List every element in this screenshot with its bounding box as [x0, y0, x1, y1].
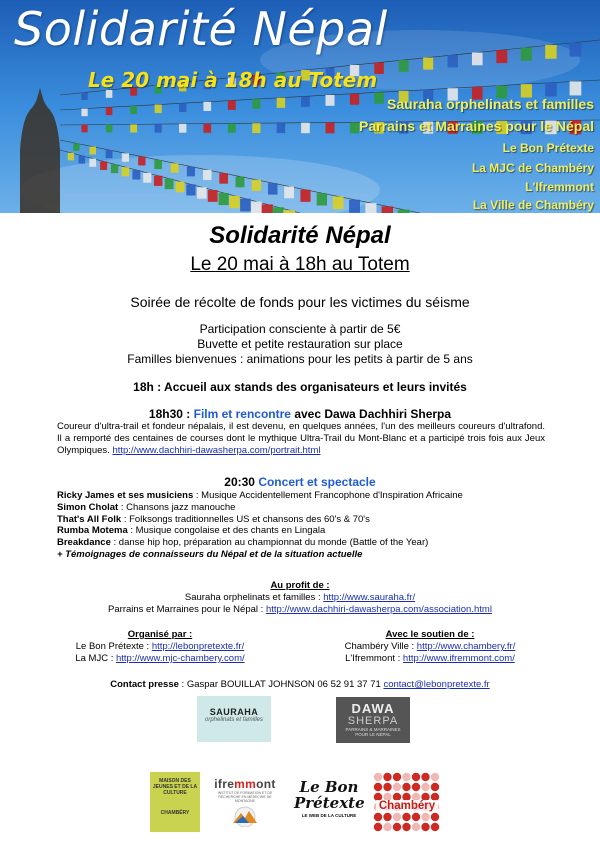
prayer-flag [545, 45, 556, 59]
prayer-flag [106, 125, 113, 133]
prayer-flag [138, 157, 145, 166]
details-block [0, 322, 600, 367]
prayer-flag [283, 210, 295, 213]
sauraha-logo-tagline: orphelinats et familles [204, 717, 264, 723]
prayer-flag [570, 43, 582, 57]
intro-text: Soirée de récolte de fonds pour les victimes du séisme [130, 294, 470, 310]
prayer-flag [350, 122, 359, 133]
chambery-dot [393, 783, 401, 791]
organizer-link[interactable]: http://www.mjc-chambery.com/ [116, 653, 245, 664]
prayer-flag [106, 150, 113, 158]
prayer-flag [399, 60, 409, 72]
prayer-flag [545, 83, 556, 97]
prayer-flag [187, 167, 195, 177]
film-guest: avec Dawa Dachhiri Sherpa [290, 407, 452, 421]
chambery-dot [421, 773, 429, 781]
prayer-flag [176, 182, 185, 193]
prayer-flag [203, 102, 211, 111]
prayer-flag [179, 103, 186, 112]
support-link[interactable]: http://www.ifremmont.com/ [402, 653, 515, 664]
contact-email-link[interactable]: contact@lebonpretexte.fr [383, 679, 490, 690]
dawa-logo-line: SHERPA [347, 715, 399, 727]
prayer-flag [228, 100, 236, 109]
organizers-section [60, 629, 260, 665]
film-description-text: Coureur d'ultra-trail et fondeur népalais, il est devenu, en quelques années, l'un des meilleurs coureurs d'ultrafond. Il a remporté des centaines de courses dont le mythique Ultra-Trail du Mont-Blanc et a participé trois fois aux Jeux Olympiques. [57, 421, 545, 456]
chambery-dot [421, 813, 429, 821]
dawa-logo-line: DAWA [351, 701, 395, 716]
prayer-flag [301, 123, 310, 133]
sauraha-logo-name: SAURAHA [209, 707, 259, 717]
prayer-flag [165, 179, 174, 189]
bon-pretexte-logo [294, 779, 364, 831]
chambery-dot [374, 783, 382, 791]
profit-item [0, 592, 600, 604]
prayer-flag [155, 124, 162, 133]
chambery-dot [431, 823, 439, 831]
concert-time: 20:30 [224, 475, 259, 489]
prayer-flag [197, 187, 207, 198]
profit-link[interactable]: http://www.sauraha.fr/ [323, 592, 416, 603]
sauraha-logo [197, 696, 271, 742]
chambery-dot [412, 783, 420, 791]
chambery-dot [431, 773, 439, 781]
banner-line: L'Ifremmont [525, 180, 594, 194]
prayer-flag [277, 123, 285, 133]
chambery-dot [402, 823, 410, 831]
banner-line: Le Bon Prétexte [502, 141, 594, 155]
support-link[interactable]: http://www.chambery.fr/ [416, 641, 516, 652]
concert-heading [0, 475, 600, 489]
prayer-flag [423, 58, 433, 70]
profit-section [0, 580, 600, 616]
act-name: Simon Cholat [57, 501, 119, 513]
chambery-dot [383, 813, 391, 821]
mjc-logo [150, 772, 200, 832]
support-label: Chambéry Ville : [344, 641, 417, 652]
support-label: L'Ifremmont : [345, 653, 403, 664]
bp-logo-line: Le Bon [299, 778, 359, 796]
lineup-item [57, 502, 557, 514]
prayer-flag [236, 177, 245, 188]
act-name: Ricky James et ses musiciens [57, 490, 194, 501]
dawa-sherpa-logo [336, 697, 410, 743]
chambery-dot [402, 773, 410, 781]
prayer-flag [81, 125, 87, 133]
welcome-line: 18h : Accueil aux stands des organisateurs et leurs invités [133, 380, 467, 394]
support-title: Avec le soutien de : [385, 629, 475, 640]
contact-label: Contact presse [110, 679, 179, 690]
chambery-dot [374, 823, 382, 831]
prayer-flag [374, 92, 384, 103]
organizers-title: Organisé par : [127, 629, 193, 640]
detail-line: Buvette et petite restauration sur place [197, 337, 403, 351]
prayer-flag [81, 93, 87, 101]
prayer-flag [186, 184, 195, 195]
prayer-flag [154, 176, 162, 186]
lineup-item [57, 490, 557, 502]
prayer-flag [132, 170, 140, 179]
dawa-logo-line: POUR LE NÉPAL [355, 732, 391, 737]
organizer-label: La MJC : [75, 653, 116, 664]
film-description [57, 421, 545, 457]
prayer-flag [398, 210, 410, 213]
organizer-link[interactable]: http://lebonpretexte.fr/ [151, 641, 245, 652]
chambery-dot [431, 813, 439, 821]
prayer-flag [155, 105, 162, 114]
prayer-flag [89, 159, 96, 167]
organizer-item [60, 641, 260, 653]
prayer-flag [229, 196, 239, 208]
prayer-flag [219, 193, 229, 205]
act-name: That's All Folk [57, 513, 122, 525]
prayer-flag [122, 153, 129, 162]
prayer-flag [251, 202, 262, 213]
prayer-flag [228, 123, 236, 132]
act-name: Rumba Motema [57, 525, 128, 537]
prayer-flag [68, 153, 74, 161]
chambery-dot [393, 773, 401, 781]
banner-date: Le 20 mai à 18h au Totem [88, 68, 378, 92]
support-item [320, 641, 540, 653]
support-section [320, 629, 540, 665]
chambery-dot [393, 813, 401, 821]
page-title: Solidarité Népal [209, 222, 391, 249]
prayer-flag [111, 164, 118, 173]
contact-text: : Gaspar BOUILLAT JOHNSON 06 52 91 37 71 [178, 679, 384, 690]
prayer-flag [262, 204, 273, 213]
prayer-flag [570, 81, 582, 95]
prayer-flag [252, 99, 260, 109]
prayer-flag [122, 167, 130, 176]
profit-label: Sauraha orphelinats et familles : [184, 592, 324, 603]
page-subtitle: Le 20 mai à 18h au Totem [190, 254, 410, 275]
prayer-flag [203, 170, 211, 180]
prayer-flag [143, 173, 151, 183]
ifremmont-mountain-icon [225, 805, 265, 827]
prayer-flag [317, 193, 327, 205]
ifremmont-logo-name: ifremmont [214, 777, 276, 791]
detail-line: Participation consciente à partir de 5€ [199, 322, 401, 336]
bp-logo-line: Prétexte [294, 794, 365, 812]
prayer-flag [521, 48, 532, 61]
profit-title: Au profit de : [270, 580, 330, 591]
dawa-logo-line: PARRAINS & MARRAINES [345, 727, 401, 732]
chambery-dot [402, 783, 410, 791]
prayer-flag [472, 53, 483, 66]
prayer-flag [326, 95, 335, 106]
mjc-logo-text: MAISON DES JEUNES ET DE LA CULTURE [152, 778, 198, 796]
concert-lineup [57, 490, 557, 561]
chambery-dot [421, 823, 429, 831]
mjc-logo-city: CHAMBÉRY [160, 810, 190, 816]
prayer-flag [79, 156, 86, 164]
bp-logo-tagline: LE WEB DE LA CULTURE [301, 813, 357, 818]
lineup-item [57, 514, 557, 526]
prayer-flag [349, 200, 360, 213]
organizer-label: Le Bon Prétexte : [75, 641, 152, 652]
detail-line: Familles bienvenues : animations pour les petits à partir de 5 ans [127, 352, 473, 366]
prayer-flag [73, 143, 79, 151]
prayer-flag [252, 123, 260, 133]
prayer-flag [333, 196, 344, 209]
chambery-logo [373, 772, 441, 834]
prayer-flag [272, 207, 283, 213]
banner-line: La MJC de Chambéry [471, 161, 594, 175]
prayer-flag [284, 186, 294, 198]
act-desc: : Folksongs traditionnelles US et chansons des 60's & 70's [121, 513, 370, 525]
banner-line: La Ville de Chambéry [472, 198, 594, 212]
prayer-flag [268, 183, 278, 194]
film-link[interactable]: http://www.dachhiri-dawasherpa.com/portrait.html [112, 445, 321, 456]
ifremmont-logo-tagline: INSTITUT DE FORMATION ET DE RECHERCHE EN MÉDECINE DE MONTAGNE [217, 791, 273, 803]
prayer-flag [208, 190, 218, 202]
prayer-flag [106, 107, 113, 115]
chambery-dot [374, 773, 382, 781]
chambery-logo-name: Chambéry [376, 800, 438, 812]
organizer-item [60, 653, 260, 665]
prayer-flag [326, 123, 335, 134]
profit-label: Parrains et Marraines pour le Népal : [108, 604, 266, 615]
lineup-item [57, 537, 557, 549]
profit-link[interactable]: http://www.dachhiri-dawasherpa.com/association.html [265, 604, 492, 615]
prayer-flag [300, 190, 310, 202]
film-heading [0, 407, 600, 421]
film-time: 18h30 : [148, 407, 194, 421]
prayer-flag [252, 180, 261, 191]
prayer-flag [277, 98, 285, 108]
chambery-dot [412, 813, 420, 821]
chambery-dot [383, 823, 391, 831]
chambery-dot [431, 783, 439, 791]
prayer-flag [448, 55, 458, 67]
prayer-flag [382, 206, 393, 213]
banner-line: Sauraha orphelinats et familles [387, 96, 594, 112]
chambery-dot [393, 823, 401, 831]
chambery-dot [383, 773, 391, 781]
prayer-flag [81, 109, 87, 117]
chambery-dot [383, 783, 391, 791]
lineup-item [57, 525, 557, 537]
banner-title: Solidarité Népal [14, 2, 388, 56]
banner-line: Parrains et Marraines pour le Népal [359, 118, 594, 134]
film-label: Film et rencontre [193, 407, 291, 421]
prayer-flag [240, 199, 251, 212]
prayer-flag [154, 160, 162, 169]
concert-label: Concert et spectacle [258, 475, 376, 489]
profit-item [0, 604, 600, 616]
chambery-dot [402, 813, 410, 821]
act-name: Breakdance [57, 537, 111, 549]
support-item [320, 653, 540, 665]
header-banner [0, 0, 600, 213]
prayer-flag [171, 163, 179, 172]
prayer-flag [219, 173, 228, 183]
chambery-dot [421, 783, 429, 791]
prayer-flag [89, 147, 96, 155]
chambery-dot [412, 773, 420, 781]
prayer-flag [179, 124, 186, 133]
contact-line [0, 679, 600, 690]
prayer-flag [365, 203, 376, 213]
act-desc: : danse hip hop, préparation au championnat du monde (Battle of the Year) [110, 537, 429, 549]
act-desc: : Musique Accidentellement Francophone d'Inspiration Africaine [193, 490, 463, 501]
chambery-dot [374, 813, 382, 821]
lineup-extra: + Témoignages de connaisseurs du Népal et de la situation actuelle [57, 548, 363, 560]
prayer-flag [203, 124, 211, 133]
chambery-dot [412, 823, 420, 831]
prayer-flag [301, 96, 310, 106]
prayer-flag [350, 94, 359, 105]
act-desc: : Chansons jazz manouche [118, 501, 236, 513]
prayer-flag [496, 50, 507, 63]
prayer-flag [130, 106, 137, 114]
ifremmont-logo [209, 777, 281, 827]
prayer-flag [130, 124, 137, 132]
act-desc: : Musique congolaise et des chants en Lingala [127, 525, 326, 537]
prayer-flag [100, 161, 107, 170]
